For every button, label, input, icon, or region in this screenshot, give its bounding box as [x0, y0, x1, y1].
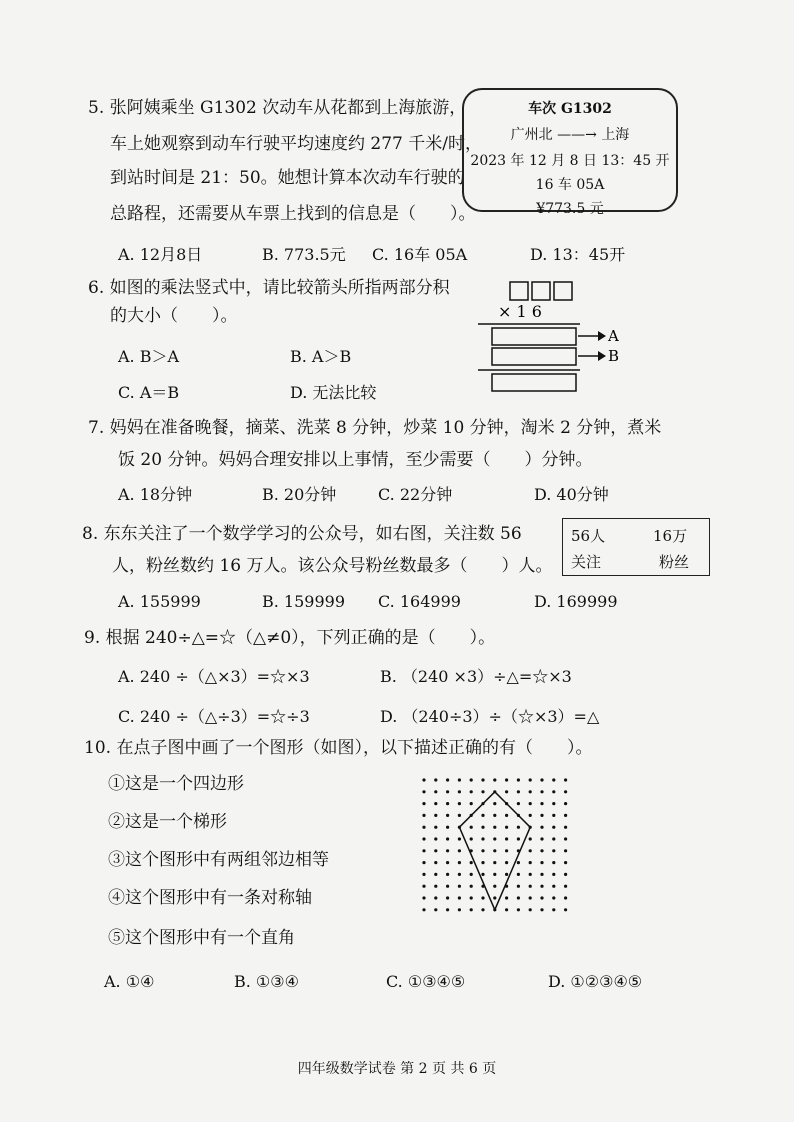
grid-dot	[517, 896, 520, 899]
grid-dot	[470, 837, 473, 840]
q9-option-d[interactable]: D. （240÷3）÷（☆×3）=△	[380, 707, 600, 726]
grid-dot	[505, 837, 508, 840]
q8-line1: 8. 东东关注了一个数学学习的公众号，如右图，关注数 56	[82, 524, 522, 544]
grid-dot	[505, 908, 508, 911]
q5-option-a[interactable]: A. 12月8日	[118, 245, 203, 264]
grid-dot	[446, 908, 449, 911]
partial-product-a-box	[492, 328, 576, 345]
grid-dot	[552, 861, 555, 864]
grid-dot	[564, 837, 567, 840]
grid-dot	[517, 908, 520, 911]
grid-dot	[540, 837, 543, 840]
grid-dot	[493, 885, 496, 888]
grid-dot	[540, 908, 543, 911]
grid-dot	[434, 837, 437, 840]
grid-dot	[481, 778, 484, 781]
follow-label: 关注	[571, 553, 602, 571]
grid-dot	[481, 849, 484, 852]
grid-dot	[493, 802, 496, 805]
grid-dot	[481, 837, 484, 840]
q6-line1: 6. 如图的乘法竖式中，请比较箭头所指两部分积	[88, 278, 450, 298]
grid-dot	[470, 873, 473, 876]
grid-dot	[505, 790, 508, 793]
grid-dot	[493, 778, 496, 781]
grid-dot	[422, 837, 425, 840]
grid-dot	[505, 873, 508, 876]
multiplication-diagram	[476, 278, 626, 400]
page-footer: 四年级数学试卷 第 2 页 共 6 页	[297, 1061, 497, 1077]
q5-option-c[interactable]: C. 16车 05A	[372, 245, 468, 264]
ticket-to: 上海	[601, 127, 630, 143]
grid-dot	[422, 908, 425, 911]
q8-line2: 人，粉丝数约 16 万人。该公众号粉丝数最多（ ）人。	[112, 556, 553, 576]
q7-option-d[interactable]: D. 40分钟	[534, 485, 609, 504]
grid-dot	[564, 908, 567, 911]
grid-dot	[540, 885, 543, 888]
grid-dot	[458, 873, 461, 876]
grid-dot	[434, 778, 437, 781]
grid-dot	[517, 802, 520, 805]
grid-dot	[470, 908, 473, 911]
grid-dot	[422, 873, 425, 876]
grid-dot	[493, 861, 496, 864]
grid-dot	[458, 778, 461, 781]
digit-box-1	[510, 282, 528, 300]
grid-dot	[422, 814, 425, 817]
grid-dot	[493, 896, 496, 899]
train-ticket	[462, 88, 678, 217]
grid-dot	[470, 861, 473, 864]
q10-statement-2: ②这是一个梯形	[108, 812, 227, 832]
q5-line4: 总路程，还需要从车票上找到的信息是（ ）。	[110, 204, 476, 224]
grid-dot	[564, 826, 567, 829]
q9-option-a[interactable]: A. 240 ÷（△×3）=☆×3	[118, 667, 310, 686]
q6-option-b[interactable]: B. A＞B	[290, 347, 352, 366]
grid-dot	[540, 861, 543, 864]
grid-dot	[446, 778, 449, 781]
grid-dot	[446, 790, 449, 793]
grid-dot	[446, 837, 449, 840]
q7-line1: 7. 妈妈在准备晚餐，摘菜、洗菜 8 分钟，炒菜 10 分钟，淘米 2 分钟，煮米	[88, 418, 662, 438]
grid-dot	[564, 814, 567, 817]
grid-dot	[470, 778, 473, 781]
grid-dot	[481, 814, 484, 817]
q10-statement-5: ⑤这个图形中有一个直角	[108, 928, 295, 948]
grid-dot	[540, 849, 543, 852]
grid-dot	[446, 849, 449, 852]
q10-statement-4: ④这个图形中有一条对称轴	[108, 888, 312, 908]
q10-statement-3: ③这个图形中有两组邻边相等	[108, 850, 329, 870]
q10-line1: 10. 在点子图中画了一个图形（如图），以下描述正确的有（ ）。	[84, 738, 593, 758]
grid-dot	[552, 802, 555, 805]
grid-dot	[446, 873, 449, 876]
grid-dot	[540, 778, 543, 781]
arrow-right-icon: ——→	[557, 127, 597, 143]
grid-dot	[564, 885, 567, 888]
grid-dot	[552, 814, 555, 817]
follow-count: 56人	[571, 527, 606, 545]
q10-statement-1: ①这是一个四边形	[108, 774, 244, 794]
q10-option-c[interactable]: C. ①③④⑤	[386, 972, 466, 991]
grid-dot	[470, 826, 473, 829]
grid-dot	[552, 908, 555, 911]
q6-option-c[interactable]: C. A＝B	[118, 383, 180, 402]
follower-box	[562, 518, 710, 576]
grid-dot	[470, 896, 473, 899]
ticket-datetime: 2023 年 12 月 8 日 13：45 开	[470, 153, 670, 169]
grid-dot	[422, 849, 425, 852]
grid-dot	[505, 826, 508, 829]
grid-dot	[493, 837, 496, 840]
q10-option-b[interactable]: B. ①③④	[234, 972, 299, 991]
grid-dot	[458, 790, 461, 793]
q8-option-a[interactable]: A. 155999	[118, 592, 201, 611]
grid-dot	[458, 849, 461, 852]
grid-dot	[458, 802, 461, 805]
grid-dot	[434, 896, 437, 899]
grid-dot	[422, 778, 425, 781]
grid-dot	[564, 778, 567, 781]
fans-count: 16万	[653, 527, 688, 545]
grid-dot	[422, 826, 425, 829]
product-box	[492, 374, 576, 391]
q9-line1: 9. 根据 240÷△=☆（△≠0），下列正确的是（ ）。	[84, 628, 496, 648]
grid-dot	[434, 826, 437, 829]
grid-dot	[434, 814, 437, 817]
q10-option-d[interactable]: D. ①②③④⑤	[548, 972, 643, 991]
grid-dot	[422, 861, 425, 864]
grid-dot	[422, 885, 425, 888]
grid-dot	[552, 885, 555, 888]
grid-dot	[505, 861, 508, 864]
grid-dot	[529, 908, 532, 911]
q8-option-b[interactable]: B. 159999	[262, 592, 346, 611]
q6-line2: 的大小（ ）。	[110, 306, 238, 326]
grid-dot	[529, 790, 532, 793]
grid-dot	[481, 896, 484, 899]
grid-dot	[493, 873, 496, 876]
grid-dot	[458, 908, 461, 911]
grid-dot	[529, 837, 532, 840]
q5-option-b[interactable]: B. 773.5元	[262, 245, 346, 264]
grid-dot	[434, 861, 437, 864]
q10-option-a[interactable]: A. ①④	[104, 972, 155, 991]
grid-dot	[458, 885, 461, 888]
grid-dot	[552, 790, 555, 793]
q7-option-b[interactable]: B. 20分钟	[262, 485, 337, 504]
grid-dot	[540, 802, 543, 805]
q9-option-b[interactable]: B. （240 ×3）÷△=☆×3	[380, 667, 572, 686]
q5-line3: 到站时间是 21：50。她想计算本次动车行驶的	[110, 168, 465, 188]
grid-dot	[458, 814, 461, 817]
digit-box-3	[554, 282, 572, 300]
grid-dot	[529, 885, 532, 888]
grid-dot	[434, 908, 437, 911]
grid-dot	[505, 849, 508, 852]
grid-dot	[470, 802, 473, 805]
grid-dot	[481, 908, 484, 911]
grid-dot	[540, 826, 543, 829]
grid-dot	[552, 873, 555, 876]
grid-dot	[517, 826, 520, 829]
grid-dot	[446, 861, 449, 864]
grid-dot	[517, 861, 520, 864]
dot-grid-figure	[418, 774, 572, 926]
grid-dot	[446, 896, 449, 899]
grid-dot	[446, 814, 449, 817]
grid-dot	[446, 802, 449, 805]
grid-dot	[493, 826, 496, 829]
grid-dot	[505, 778, 508, 781]
q7-option-c[interactable]: C. 22分钟	[378, 485, 453, 504]
grid-dot	[470, 885, 473, 888]
q5-option-d[interactable]: D. 13：45开	[530, 245, 626, 264]
grid-dot	[529, 873, 532, 876]
q5-line1: 5. 张阿姨乘坐 G1302 次动车从花都到上海旅游，	[88, 98, 467, 118]
grid-dot	[552, 826, 555, 829]
grid-dot	[517, 885, 520, 888]
label-b: B	[608, 347, 620, 365]
grid-dot	[481, 790, 484, 793]
grid-dot	[540, 814, 543, 817]
grid-dot	[434, 790, 437, 793]
partial-product-b-box	[492, 348, 576, 365]
grid-dot	[422, 790, 425, 793]
grid-dot	[517, 837, 520, 840]
grid-dot	[458, 896, 461, 899]
q7-option-a[interactable]: A. 18分钟	[118, 485, 193, 504]
q5-line2: 车上她观察到动车行驶平均速度约 277 千米/时，	[110, 134, 482, 154]
digit-box-2	[532, 282, 550, 300]
grid-dot	[470, 790, 473, 793]
grid-dot	[517, 873, 520, 876]
q6-option-d[interactable]: D. 无法比较	[290, 383, 377, 402]
grid-dot	[517, 778, 520, 781]
grid-dot	[564, 790, 567, 793]
grid-dot	[422, 802, 425, 805]
grid-dot	[434, 873, 437, 876]
q9-option-c[interactable]: C. 240 ÷（△÷3）=☆÷3	[118, 707, 310, 726]
grid-dot	[458, 861, 461, 864]
grid-dot	[540, 873, 543, 876]
grid-dot	[434, 802, 437, 805]
q7-line2: 饭 20 分钟。妈妈合理安排以上事情，至少需要（ ）分钟。	[118, 450, 593, 470]
label-a: A	[608, 327, 619, 345]
q6-option-a[interactable]: A. B＞A	[118, 347, 180, 366]
grid-dot	[540, 790, 543, 793]
ticket-price: ¥773.5 元	[536, 201, 604, 217]
grid-dot	[529, 814, 532, 817]
grid-dot	[529, 861, 532, 864]
grid-dot	[481, 826, 484, 829]
grid-dot	[552, 778, 555, 781]
grid-dot	[422, 896, 425, 899]
grid-dot	[493, 814, 496, 817]
ticket-route	[464, 124, 676, 144]
grid-dot	[552, 896, 555, 899]
grid-dot	[481, 873, 484, 876]
grid-dot	[505, 896, 508, 899]
grid-dot	[552, 849, 555, 852]
ticket-train: 车次 G1302	[528, 101, 612, 117]
grid-dot	[517, 790, 520, 793]
grid-dot	[434, 849, 437, 852]
grid-dot	[434, 885, 437, 888]
q8-option-d[interactable]: D. 169999	[534, 592, 618, 611]
grid-dot	[446, 826, 449, 829]
grid-dot	[481, 861, 484, 864]
grid-dot	[564, 896, 567, 899]
grid-dot	[529, 849, 532, 852]
grid-dot	[529, 896, 532, 899]
grid-dot	[564, 849, 567, 852]
grid-dot	[529, 778, 532, 781]
grid-dot	[446, 885, 449, 888]
multiplier-text: × 1 6	[498, 302, 542, 321]
grid-dot	[564, 873, 567, 876]
grid-dot	[564, 802, 567, 805]
grid-dot	[564, 861, 567, 864]
ticket-seat: 16 车 05A	[535, 177, 605, 193]
q8-option-c[interactable]: C. 164999	[378, 592, 461, 611]
grid-dot	[540, 896, 543, 899]
grid-dot	[529, 802, 532, 805]
fans-label: 粉丝	[659, 553, 690, 571]
grid-dot	[493, 849, 496, 852]
grid-dot	[505, 814, 508, 817]
grid-dot	[458, 837, 461, 840]
grid-dot	[552, 837, 555, 840]
ticket-from: 广州北	[510, 127, 553, 143]
